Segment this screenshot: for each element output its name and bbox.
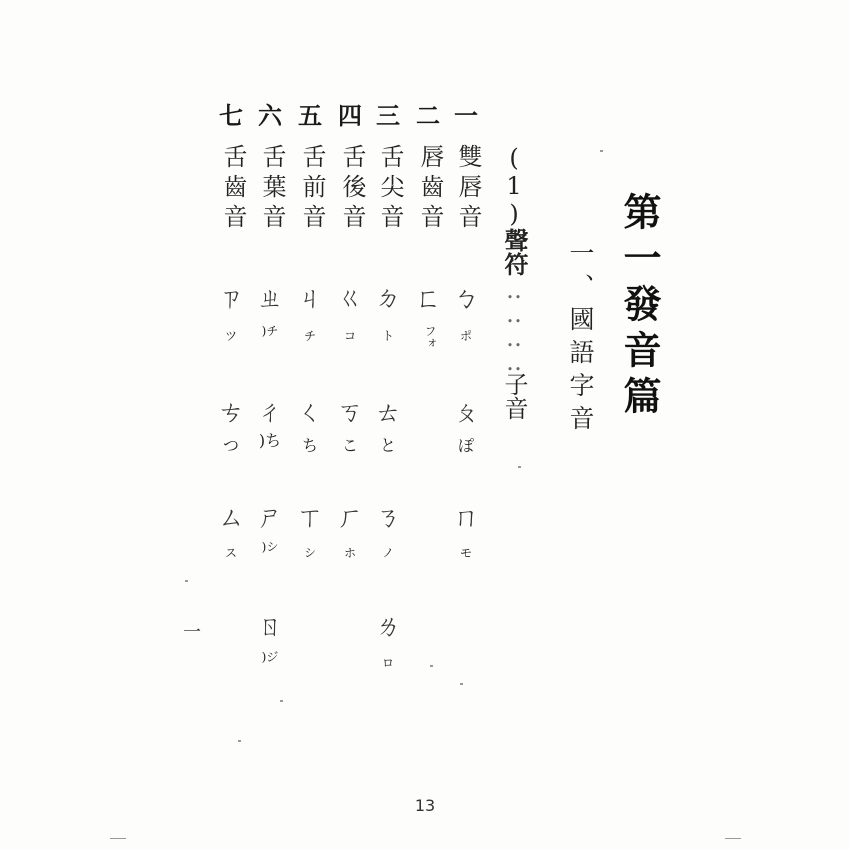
row-name: 舌前音 [298, 144, 326, 234]
row-name: 舌後音 [338, 144, 366, 234]
zhuyin-symbol: ㄗ [217, 284, 244, 314]
zhuyin-symbol: ㄘ [217, 398, 244, 428]
zhuyin-symbol: ㄏ [336, 503, 363, 533]
subsection-number: (1) [500, 144, 528, 228]
row-number: 一 [454, 101, 478, 130]
kana-reading: ポ [459, 329, 472, 343]
scan-speck [280, 700, 283, 702]
kana-reading: モ [459, 546, 472, 560]
scan-speck [460, 683, 463, 685]
zhuyin-symbol: ㄒ [296, 503, 323, 533]
row-number: 五 [298, 101, 322, 130]
kana-reading: ち [301, 436, 318, 455]
row-number: 三 [376, 101, 400, 130]
page-number: 13 [414, 796, 436, 815]
row-number: 四 [338, 101, 362, 130]
kana-reading: ホ [343, 546, 356, 560]
kana-reading: )チ [261, 324, 279, 338]
zhuyin-symbol: ㄎ [336, 398, 363, 428]
kana-reading: と [379, 436, 396, 455]
scan-speck [185, 580, 188, 582]
margin-mark: 一 [183, 622, 201, 643]
row-name: 唇齒音 [416, 144, 444, 234]
kana-reading: こ [341, 436, 358, 455]
row-number: 二 [416, 101, 440, 130]
row-number: 六 [258, 101, 282, 130]
scan-speck [518, 466, 521, 468]
kana-reading: )シ [261, 540, 279, 554]
zhuyin-symbol: ㄈ [414, 284, 441, 314]
subsection-heading [497, 144, 532, 420]
zhuyin-symbol: ㄍ [336, 284, 363, 314]
scan-speck [430, 665, 433, 667]
kana-reading: ス [224, 546, 237, 560]
zhuyin-symbol: ㄐ [296, 284, 323, 314]
row-name: 舌葉音 [258, 144, 286, 234]
kana-reading: フォ [423, 325, 437, 349]
row-name: 雙唇音 [454, 144, 482, 234]
subsection-label: 聲符 [500, 228, 529, 276]
scan-speck [600, 150, 603, 152]
zhuyin-symbol: ㄅ [452, 284, 479, 314]
kana-reading: ト [381, 329, 394, 343]
kana-reading: )ち [258, 431, 282, 450]
zhuyin-symbol: ㄇ [452, 503, 479, 533]
zhuyin-symbol: ㄙ [217, 503, 244, 533]
zhuyin-symbol: ㄋ [374, 503, 401, 533]
zhuyin-symbol: ㄉ [374, 284, 401, 314]
kana-reading: ぽ [457, 436, 474, 455]
kana-reading: ノ [381, 546, 394, 560]
kana-reading: つ [222, 436, 239, 455]
row-name: 舌齒音 [219, 144, 247, 234]
zhuyin-symbol: ㄖ [256, 612, 283, 642]
subsection-tail: 子音 [500, 372, 528, 420]
zhuyin-symbol: ㄌ [374, 612, 401, 642]
zhuyin-symbol: ㄆ [452, 398, 479, 428]
kana-reading: ツ [224, 329, 237, 343]
leader-dots: ‥‥‥‥ [500, 276, 528, 372]
section-heading: 一、國語字音 [566, 240, 595, 438]
chapter-title: 第一發音篇 [617, 192, 662, 422]
zhuyin-symbol: ㄔ [256, 398, 283, 428]
zhuyin-symbol: ㄊ [374, 398, 401, 428]
kana-reading: ロ [381, 656, 394, 670]
zhuyin-symbol: ㄑ [296, 398, 323, 428]
row-number: 七 [219, 101, 243, 130]
kana-reading: コ [343, 329, 356, 343]
zhuyin-symbol: ㄓ [256, 284, 283, 314]
scan-speck [238, 740, 241, 742]
kana-reading: シ [303, 546, 316, 560]
scan-speck [725, 838, 741, 839]
scan-speck [110, 838, 126, 839]
zhuyin-symbol: ㄕ [256, 503, 283, 533]
kana-reading: )ジ [261, 650, 279, 664]
kana-reading: チ [303, 329, 316, 343]
row-name: 舌尖音 [376, 144, 404, 234]
